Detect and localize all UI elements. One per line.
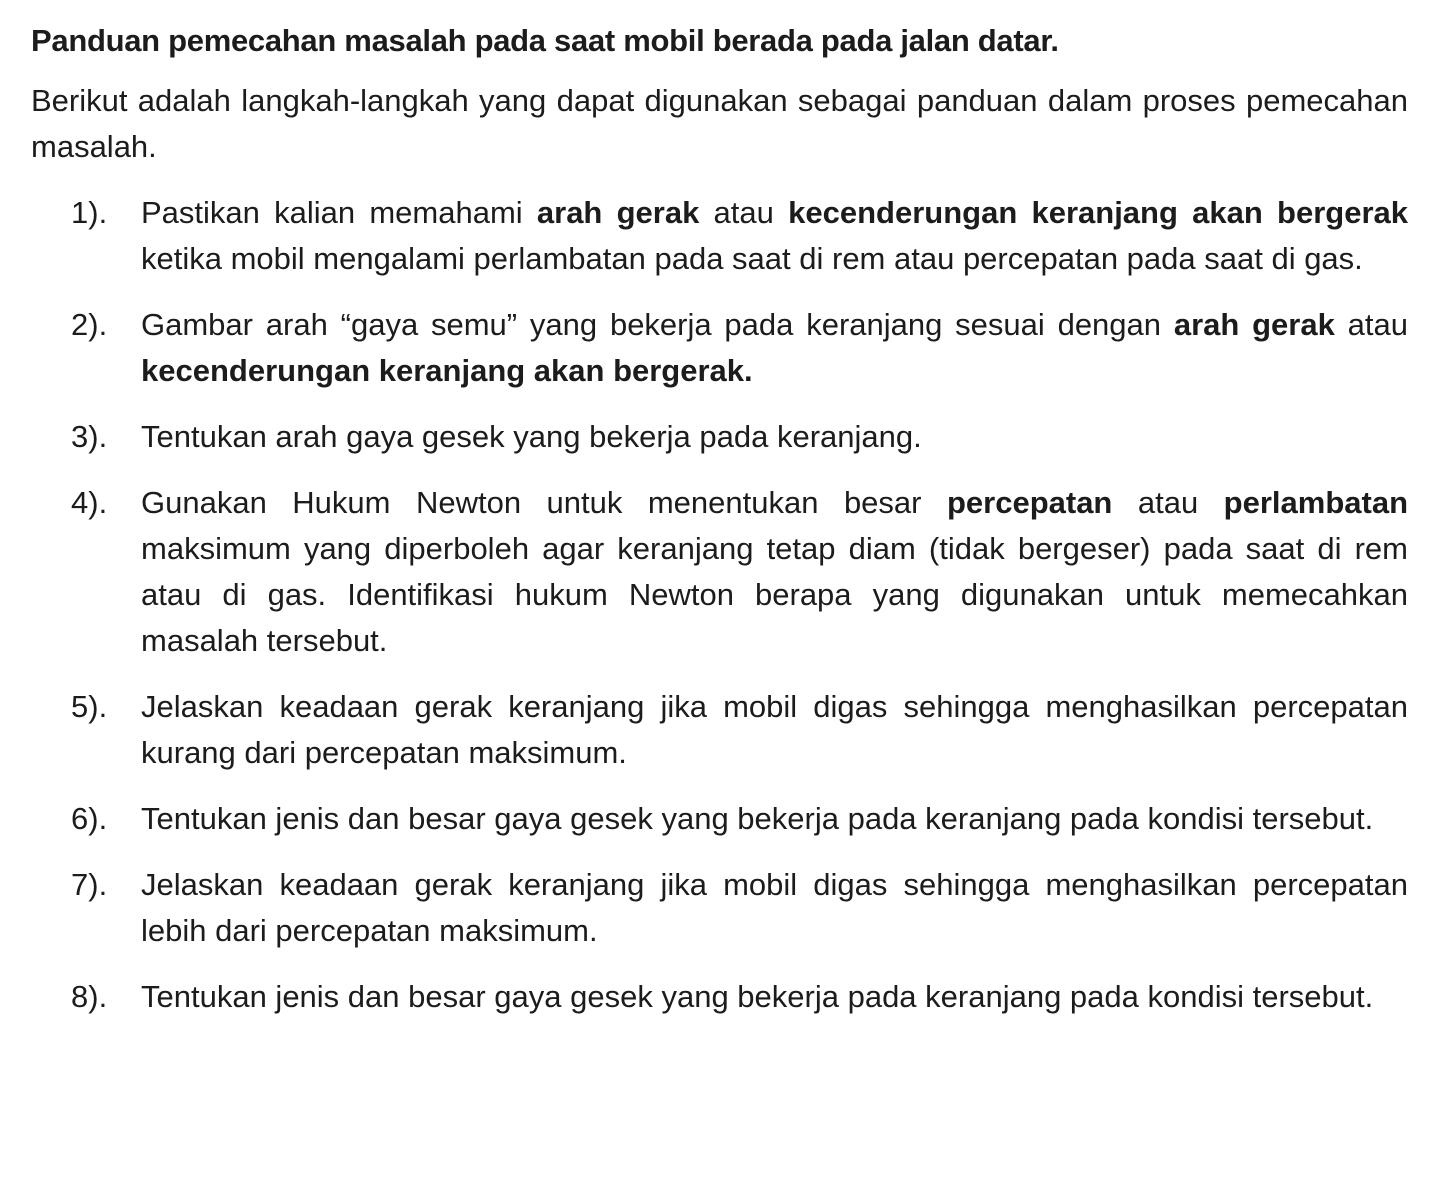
- step-text-segment: Jelaskan keadaan gerak keranjang jika mobil digas sehingga menghasilkan percepatan lebih dari percepatan maksimum.: [141, 867, 1408, 948]
- step-text-segment: ketika mobil mengalami perlambatan pada saat di rem atau percepatan pada saat di gas.: [141, 241, 1363, 276]
- step-text-segment: Pastikan kalian memahami: [141, 195, 537, 230]
- step-text-segment: atau: [699, 195, 789, 230]
- step-text-bold: percepatan: [946, 485, 1113, 520]
- step-number: 1).: [71, 195, 108, 230]
- step-number: 2).: [71, 307, 108, 342]
- step-text-bold: arah gerak: [536, 195, 700, 230]
- step-item: [31, 480, 1408, 664]
- step-item: [31, 974, 1408, 1020]
- step-text: [141, 419, 922, 454]
- step-number: 7).: [71, 867, 108, 902]
- step-text-segment: Tentukan jenis dan besar gaya gesek yang bekerja pada keranjang pada kondisi tersebut.: [141, 801, 1374, 836]
- step-text-segment: atau: [1112, 485, 1224, 520]
- step-text-segment: Gunakan Hukum Newton untuk menentukan besar: [141, 485, 947, 520]
- step-item: [31, 190, 1408, 282]
- step-text: [141, 801, 1373, 836]
- step-text-bold: perlambatan: [1223, 485, 1409, 520]
- step-text-bold: kecenderungan keranjang akan bergerak.: [141, 353, 753, 388]
- step-text-bold: kecenderungan keranjang akan bergerak: [788, 195, 1408, 230]
- step-text-segment: maksimum yang diperboleh agar keranjang tetap diam (tidak bergeser) pada saat di rem atau di gas. Identifikasi hukum Newton berapa yang digunakan untuk memecahkan masalah tersebut.: [141, 531, 1408, 658]
- step-text: [141, 307, 1408, 388]
- step-text-segment: Gambar arah “gaya semu” yang bekerja pada keranjang sesuai dengan: [141, 307, 1174, 342]
- intro-paragraph: Berikut adalah langkah-langkah yang dapat digunakan sebagai panduan dalam proses pemecahan masalah.: [31, 83, 1408, 164]
- step-text: [141, 867, 1408, 948]
- step-number: 3).: [71, 419, 108, 454]
- step-text: [141, 195, 1408, 276]
- step-text: [141, 689, 1408, 770]
- step-text-bold: arah gerak: [1173, 307, 1335, 342]
- step-number: 6).: [71, 801, 108, 836]
- step-text-segment: Tentukan arah gaya gesek yang bekerja pada keranjang.: [141, 419, 922, 454]
- step-number: 5).: [71, 689, 108, 724]
- steps-list: [31, 190, 1408, 1020]
- step-text: [141, 979, 1373, 1014]
- step-number: 4).: [71, 485, 108, 520]
- step-item: [31, 414, 1408, 460]
- step-item: [31, 684, 1408, 776]
- step-text-segment: Jelaskan keadaan gerak keranjang jika mobil digas sehingga menghasilkan percepatan kurang dari percepatan maksimum.: [141, 689, 1408, 770]
- document-title: Panduan pemecahan masalah pada saat mobil berada pada jalan datar.: [31, 23, 1059, 58]
- step-item: [31, 862, 1408, 954]
- step-text-segment: atau: [1334, 307, 1408, 342]
- step-item: [31, 302, 1408, 394]
- step-text-segment: Tentukan jenis dan besar gaya gesek yang bekerja pada keranjang pada kondisi tersebut.: [141, 979, 1374, 1014]
- step-number: 8).: [71, 979, 108, 1014]
- step-item: [31, 796, 1408, 842]
- step-text: [141, 485, 1408, 658]
